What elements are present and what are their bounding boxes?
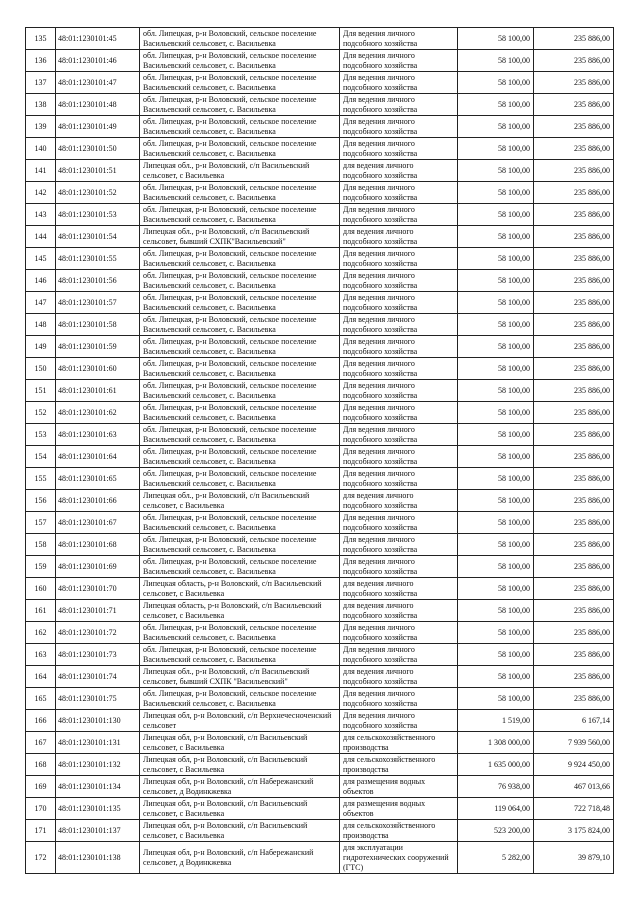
permitted-use: Для ведения личного подсобного хозяйства — [340, 468, 458, 490]
cadastral-number: 48:01:1230101:59 — [56, 336, 140, 358]
row-number: 139 — [26, 116, 56, 138]
area-value: 58 100,00 — [458, 578, 534, 600]
cadastral-number: 48:01:1230101:72 — [56, 622, 140, 644]
cadastral-number: 48:01:1230101:130 — [56, 710, 140, 732]
table-row — [26, 820, 614, 842]
cadastral-cost: 7 939 560,00 — [534, 732, 614, 754]
table-row — [26, 424, 614, 446]
row-number: 161 — [26, 600, 56, 622]
row-number: 137 — [26, 72, 56, 94]
area-value: 119 064,00 — [458, 798, 534, 820]
address: обл. Липецкая, р-н Воловский, сельское поселение Васильевский сельсовет, с. Васильевка — [140, 138, 340, 160]
table-row — [26, 358, 614, 380]
table-row — [26, 270, 614, 292]
area-value: 58 100,00 — [458, 270, 534, 292]
row-number: 165 — [26, 688, 56, 710]
area-value: 58 100,00 — [458, 380, 534, 402]
table-row — [26, 292, 614, 314]
area-value: 58 100,00 — [458, 204, 534, 226]
address: обл. Липецкая, р-н Воловский, сельское поселение Васильевский сельсовет, с. Васильевка — [140, 512, 340, 534]
permitted-use: для сельскохозяйственного производства — [340, 732, 458, 754]
table-row — [26, 556, 614, 578]
cadastral-cost: 6 167,14 — [534, 710, 614, 732]
row-number: 144 — [26, 226, 56, 248]
address: Липецкая обл., р-н Воловский, с/п Васильевский сельсовет, с Васильевка — [140, 490, 340, 512]
table-row — [26, 380, 614, 402]
cadastral-cost: 3 175 824,00 — [534, 820, 614, 842]
area-value: 1 308 000,00 — [458, 732, 534, 754]
area-value: 1 635 000,00 — [458, 754, 534, 776]
table-row — [26, 116, 614, 138]
cadastral-cost: 235 886,00 — [534, 666, 614, 688]
cadastral-cost: 235 886,00 — [534, 578, 614, 600]
table-row — [26, 226, 614, 248]
area-value: 58 100,00 — [458, 182, 534, 204]
cadastral-cost: 235 886,00 — [534, 556, 614, 578]
address: Липецкая обл., р-н Воловский, с/п Васильевский сельсовет, бывший СХПК"Васильевский" — [140, 226, 340, 248]
cadastral-cost: 235 886,00 — [534, 534, 614, 556]
address: обл. Липецкая, р-н Воловский, сельское поселение Васильевский сельсовет, с. Васильевка — [140, 688, 340, 710]
address: обл. Липецкая, р-н Воловский, сельское поселение Васильевский сельсовет, с. Васильевка — [140, 424, 340, 446]
cadastral-cost: 235 886,00 — [534, 600, 614, 622]
area-value: 58 100,00 — [458, 160, 534, 182]
row-number: 169 — [26, 776, 56, 798]
cadastral-number: 48:01:1230101:66 — [56, 490, 140, 512]
address: Липецкая обл, р-н Воловский, с/п Набережанский сельсовет, д Водинкжевка — [140, 776, 340, 798]
address: Липецкая область, р-н Воловский, с/п Васильевский сельсовет, с Васильевка — [140, 578, 340, 600]
cadastral-cost: 235 886,00 — [534, 512, 614, 534]
area-value: 76 938,00 — [458, 776, 534, 798]
address: обл. Липецкая, р-н Воловский, сельское поселение Васильевский сельсовет, с. Васильевка — [140, 314, 340, 336]
address: обл. Липецкая, р-н Воловский, сельское поселение Васильевский сельсовет, с. Васильевка — [140, 402, 340, 424]
row-number: 160 — [26, 578, 56, 600]
permitted-use: для размещения водных объектов — [340, 776, 458, 798]
table-row — [26, 490, 614, 512]
row-number: 170 — [26, 798, 56, 820]
area-value: 58 100,00 — [458, 622, 534, 644]
address: обл. Липецкая, р-н Воловский, сельское поселение Васильевский сельсовет, с. Васильевка — [140, 50, 340, 72]
permitted-use: Для ведения личного подсобного хозяйства — [340, 688, 458, 710]
cadastral-cost: 235 886,00 — [534, 424, 614, 446]
area-value: 58 100,00 — [458, 644, 534, 666]
area-value: 58 100,00 — [458, 28, 534, 50]
area-value: 58 100,00 — [458, 226, 534, 248]
address: обл. Липецкая, р-н Воловский, сельское поселение Васильевский сельсовет, с. Васильевка — [140, 622, 340, 644]
row-number: 168 — [26, 754, 56, 776]
address: обл. Липецкая, р-н Воловский, сельское поселение Васильевский сельсовет, с. Васильевка — [140, 380, 340, 402]
area-value: 5 282,00 — [458, 842, 534, 874]
row-number: 147 — [26, 292, 56, 314]
area-value: 1 519,00 — [458, 710, 534, 732]
table-row — [26, 578, 614, 600]
row-number: 152 — [26, 402, 56, 424]
table-row — [26, 600, 614, 622]
row-number: 153 — [26, 424, 56, 446]
row-number: 151 — [26, 380, 56, 402]
permitted-use: Для ведения личного подсобного хозяйства — [340, 314, 458, 336]
permitted-use: Для ведения личного подсобного хозяйства — [340, 270, 458, 292]
cadastral-cost: 235 886,00 — [534, 270, 614, 292]
permitted-use: Для ведения личного подсобного хозяйства — [340, 50, 458, 72]
row-number: 171 — [26, 820, 56, 842]
area-value: 58 100,00 — [458, 424, 534, 446]
cadastral-cost: 235 886,00 — [534, 94, 614, 116]
table-row — [26, 644, 614, 666]
cadastral-cost: 722 718,48 — [534, 798, 614, 820]
land-plots-table — [25, 27, 614, 874]
permitted-use: для сельскохозяйственного производства — [340, 820, 458, 842]
cadastral-cost: 235 886,00 — [534, 336, 614, 358]
cadastral-cost: 235 886,00 — [534, 72, 614, 94]
row-number: 136 — [26, 50, 56, 72]
cadastral-cost: 235 886,00 — [534, 490, 614, 512]
cadastral-cost: 235 886,00 — [534, 138, 614, 160]
table-row — [26, 534, 614, 556]
address: Липецкая обл, р-н Воловский, с/п Набережанский сельсовет, д Водинкжевка — [140, 842, 340, 874]
table-row — [26, 622, 614, 644]
row-number: 167 — [26, 732, 56, 754]
row-number: 158 — [26, 534, 56, 556]
permitted-use: Для ведения личного подсобного хозяйства — [340, 72, 458, 94]
cadastral-number: 48:01:1230101:75 — [56, 688, 140, 710]
area-value: 58 100,00 — [458, 446, 534, 468]
table-row — [26, 182, 614, 204]
table-row — [26, 160, 614, 182]
cadastral-cost: 235 886,00 — [534, 644, 614, 666]
address: Липецкая область, р-н Воловский, с/п Васильевский сельсовет, с Васильевка — [140, 600, 340, 622]
cadastral-number: 48:01:1230101:47 — [56, 72, 140, 94]
row-number: 150 — [26, 358, 56, 380]
permitted-use: Для ведения личного подсобного хозяйства — [340, 402, 458, 424]
address: Липецкая обл., р-н Воловский, с/п Васильевский сельсовет, бывший СХПК "Васильевский" — [140, 666, 340, 688]
cadastral-cost: 235 886,00 — [534, 204, 614, 226]
cadastral-number: 48:01:1230101:68 — [56, 534, 140, 556]
cadastral-number: 48:01:1230101:67 — [56, 512, 140, 534]
cadastral-number: 48:01:1230101:62 — [56, 402, 140, 424]
address: обл. Липецкая, р-н Воловский, сельское поселение Васильевский сельсовет, с. Васильевка — [140, 336, 340, 358]
row-number: 143 — [26, 204, 56, 226]
permitted-use: Для ведения личного подсобного хозяйства — [340, 138, 458, 160]
address: обл. Липецкая, р-н Воловский, сельское поселение Васильевский сельсовет, с. Васильевка — [140, 72, 340, 94]
cadastral-number: 48:01:1230101:51 — [56, 160, 140, 182]
cadastral-number: 48:01:1230101:56 — [56, 270, 140, 292]
row-number: 166 — [26, 710, 56, 732]
area-value: 58 100,00 — [458, 490, 534, 512]
area-value: 58 100,00 — [458, 336, 534, 358]
table-row — [26, 688, 614, 710]
permitted-use: для ведения личного подсобного хозяйства — [340, 666, 458, 688]
permitted-use: Для ведения личного подсобного хозяйства — [340, 512, 458, 534]
permitted-use: Для ведения личного подсобного хозяйства — [340, 248, 458, 270]
cadastral-number: 48:01:1230101:52 — [56, 182, 140, 204]
row-number: 159 — [26, 556, 56, 578]
cadastral-cost: 235 886,00 — [534, 380, 614, 402]
address: обл. Липецкая, р-н Воловский, сельское поселение Васильевский сельсовет, с. Васильевка — [140, 94, 340, 116]
permitted-use: для ведения личного подсобного хозяйства — [340, 490, 458, 512]
cadastral-number: 48:01:1230101:50 — [56, 138, 140, 160]
cadastral-number: 48:01:1230101:132 — [56, 754, 140, 776]
address: обл. Липецкая, р-н Воловский, сельское поселение Васильевский сельсовет, с. Васильевка — [140, 644, 340, 666]
permitted-use: Для ведения личного подсобного хозяйства — [340, 292, 458, 314]
permitted-use: для сельскохозяйственного производства — [340, 754, 458, 776]
address: обл. Липецкая, р-н Воловский, сельское поселение Васильевский сельсовет, с. Васильевка — [140, 204, 340, 226]
address: обл. Липецкая, р-н Воловский, сельское поселение Васильевский сельсовет, с. Васильевка — [140, 358, 340, 380]
area-value: 58 100,00 — [458, 94, 534, 116]
permitted-use: Для ведения личного подсобного хозяйства — [340, 28, 458, 50]
table-row — [26, 732, 614, 754]
permitted-use: для ведения личного подсобного хозяйства — [340, 160, 458, 182]
cadastral-number: 48:01:1230101:63 — [56, 424, 140, 446]
address: обл. Липецкая, р-н Воловский, сельское поселение Васильевский сельсовет, с. Васильевка — [140, 182, 340, 204]
permitted-use: Для ведения личного подсобного хозяйства — [340, 204, 458, 226]
cadastral-number: 48:01:1230101:55 — [56, 248, 140, 270]
permitted-use: для ведения личного подсобного хозяйства — [340, 226, 458, 248]
table-row — [26, 842, 614, 874]
address: обл. Липецкая, р-н Воловский, сельское поселение Васильевский сельсовет, с. Васильевка — [140, 292, 340, 314]
cadastral-number: 48:01:1230101:46 — [56, 50, 140, 72]
cadastral-number: 48:01:1230101:135 — [56, 798, 140, 820]
cadastral-number: 48:01:1230101:131 — [56, 732, 140, 754]
table-row — [26, 94, 614, 116]
address: обл. Липецкая, р-н Воловский, сельское поселение Васильевский сельсовет, с. Васильевка — [140, 248, 340, 270]
table-row — [26, 666, 614, 688]
cadastral-number: 48:01:1230101:49 — [56, 116, 140, 138]
row-number: 142 — [26, 182, 56, 204]
row-number: 149 — [26, 336, 56, 358]
permitted-use: Для ведения личного подсобного хозяйства — [340, 446, 458, 468]
row-number: 148 — [26, 314, 56, 336]
area-value: 58 100,00 — [458, 402, 534, 424]
address: обл. Липецкая, р-н Воловский, сельское поселение Васильевский сельсовет, с. Васильевка — [140, 28, 340, 50]
area-value: 523 200,00 — [458, 820, 534, 842]
permitted-use: Для ведения личного подсобного хозяйства — [340, 380, 458, 402]
address: Липецкая обл, р-н Воловский, с/п Верхнечесноченский сельсовет — [140, 710, 340, 732]
area-value: 58 100,00 — [458, 556, 534, 578]
area-value: 58 100,00 — [458, 512, 534, 534]
cadastral-cost: 235 886,00 — [534, 446, 614, 468]
area-value: 58 100,00 — [458, 248, 534, 270]
cadastral-number: 48:01:1230101:74 — [56, 666, 140, 688]
cadastral-number: 48:01:1230101:69 — [56, 556, 140, 578]
row-number: 164 — [26, 666, 56, 688]
cadastral-cost: 39 879,10 — [534, 842, 614, 874]
table-row — [26, 50, 614, 72]
address: Липецкая обл., р-н Воловский, с/п Васильевский сельсовет, с Васильевка — [140, 160, 340, 182]
area-value: 58 100,00 — [458, 600, 534, 622]
address: обл. Липецкая, р-н Воловский, сельское поселение Васильевский сельсовет, с. Васильевка — [140, 468, 340, 490]
permitted-use: для ведения личного подсобного хозяйства — [340, 578, 458, 600]
area-value: 58 100,00 — [458, 72, 534, 94]
table-row — [26, 72, 614, 94]
cadastral-cost: 235 886,00 — [534, 402, 614, 424]
address: Липецкая обл, р-н Воловский, с/п Васильевский сельсовет, с Васильевка — [140, 820, 340, 842]
table-row — [26, 28, 614, 50]
cadastral-number: 48:01:1230101:73 — [56, 644, 140, 666]
table-row — [26, 468, 614, 490]
cadastral-cost: 235 886,00 — [534, 622, 614, 644]
permitted-use: Для ведения личного подсобного хозяйства — [340, 710, 458, 732]
permitted-use: для размещения водных объектов — [340, 798, 458, 820]
permitted-use: Для ведения личного подсобного хозяйства — [340, 534, 458, 556]
table-row — [26, 710, 614, 732]
cadastral-number: 48:01:1230101:57 — [56, 292, 140, 314]
cadastral-number: 48:01:1230101:53 — [56, 204, 140, 226]
table-row — [26, 798, 614, 820]
area-value: 58 100,00 — [458, 468, 534, 490]
address: обл. Липецкая, р-н Воловский, сельское поселение Васильевский сельсовет, с. Васильевка — [140, 270, 340, 292]
area-value: 58 100,00 — [458, 292, 534, 314]
cadastral-cost: 235 886,00 — [534, 688, 614, 710]
cadastral-number: 48:01:1230101:48 — [56, 94, 140, 116]
row-number: 145 — [26, 248, 56, 270]
cadastral-cost: 235 886,00 — [534, 160, 614, 182]
permitted-use: Для ведения личного подсобного хозяйства — [340, 94, 458, 116]
cadastral-number: 48:01:1230101:138 — [56, 842, 140, 874]
cadastral-cost: 235 886,00 — [534, 358, 614, 380]
permitted-use: Для ведения личного подсобного хозяйства — [340, 358, 458, 380]
row-number: 154 — [26, 446, 56, 468]
permitted-use: Для ведения личного подсобного хозяйства — [340, 116, 458, 138]
table-row — [26, 336, 614, 358]
cadastral-cost: 235 886,00 — [534, 248, 614, 270]
permitted-use: для ведения личного подсобного хозяйства — [340, 600, 458, 622]
cadastral-cost: 235 886,00 — [534, 292, 614, 314]
row-number: 138 — [26, 94, 56, 116]
row-number: 141 — [26, 160, 56, 182]
row-number: 156 — [26, 490, 56, 512]
address: Липецкая обл, р-н Воловский, с/п Васильевский сельсовет, с Васильевка — [140, 798, 340, 820]
address: обл. Липецкая, р-н Воловский, сельское поселение Васильевский сельсовет, с. Васильевка — [140, 556, 340, 578]
row-number: 162 — [26, 622, 56, 644]
area-value: 58 100,00 — [458, 138, 534, 160]
row-number: 140 — [26, 138, 56, 160]
cadastral-cost: 235 886,00 — [534, 468, 614, 490]
permitted-use: Для ведения личного подсобного хозяйства — [340, 622, 458, 644]
table-row — [26, 512, 614, 534]
permitted-use: Для ведения личного подсобного хозяйства — [340, 424, 458, 446]
cadastral-cost: 9 924 450,00 — [534, 754, 614, 776]
cadastral-number: 48:01:1230101:137 — [56, 820, 140, 842]
row-number: 172 — [26, 842, 56, 874]
table-row — [26, 776, 614, 798]
table-row — [26, 754, 614, 776]
area-value: 58 100,00 — [458, 116, 534, 138]
table-row — [26, 446, 614, 468]
table-row — [26, 314, 614, 336]
address: Липецкая обл, р-н Воловский, с/п Васильевский сельсовет, с Васильевка — [140, 754, 340, 776]
area-value: 58 100,00 — [458, 534, 534, 556]
cadastral-cost: 235 886,00 — [534, 28, 614, 50]
table-row — [26, 248, 614, 270]
area-value: 58 100,00 — [458, 358, 534, 380]
row-number: 135 — [26, 28, 56, 50]
cadastral-cost: 235 886,00 — [534, 50, 614, 72]
area-value: 58 100,00 — [458, 688, 534, 710]
address: Липецкая обл, р-н Воловский, с/п Васильевский сельсовет, с Васильевка — [140, 732, 340, 754]
permitted-use: Для ведения личного подсобного хозяйства — [340, 644, 458, 666]
cadastral-cost: 235 886,00 — [534, 226, 614, 248]
row-number: 146 — [26, 270, 56, 292]
cadastral-number: 48:01:1230101:65 — [56, 468, 140, 490]
table-row — [26, 138, 614, 160]
table-row — [26, 204, 614, 226]
row-number: 155 — [26, 468, 56, 490]
table-body — [26, 28, 614, 874]
cadastral-cost: 235 886,00 — [534, 314, 614, 336]
cadastral-number: 48:01:1230101:70 — [56, 578, 140, 600]
permitted-use: для эксплуатации гидротехнических сооружений (ГТС) — [340, 842, 458, 874]
row-number: 163 — [26, 644, 56, 666]
cadastral-number: 48:01:1230101:61 — [56, 380, 140, 402]
area-value: 58 100,00 — [458, 314, 534, 336]
permitted-use: Для ведения личного подсобного хозяйства — [340, 336, 458, 358]
cadastral-cost: 235 886,00 — [534, 116, 614, 138]
cadastral-number: 48:01:1230101:64 — [56, 446, 140, 468]
cadastral-cost: 467 013,66 — [534, 776, 614, 798]
cadastral-number: 48:01:1230101:134 — [56, 776, 140, 798]
row-number: 157 — [26, 512, 56, 534]
address: обл. Липецкая, р-н Воловский, сельское поселение Васильевский сельсовет, с. Васильевка — [140, 446, 340, 468]
cadastral-number: 48:01:1230101:58 — [56, 314, 140, 336]
area-value: 58 100,00 — [458, 50, 534, 72]
cadastral-number: 48:01:1230101:60 — [56, 358, 140, 380]
address: обл. Липецкая, р-н Воловский, сельское поселение Васильевский сельсовет, с. Васильевка — [140, 116, 340, 138]
permitted-use: Для ведения личного подсобного хозяйства — [340, 556, 458, 578]
cadastral-number: 48:01:1230101:54 — [56, 226, 140, 248]
permitted-use: Для ведения личного подсобного хозяйства — [340, 182, 458, 204]
area-value: 58 100,00 — [458, 666, 534, 688]
cadastral-number: 48:01:1230101:71 — [56, 600, 140, 622]
table-row — [26, 402, 614, 424]
cadastral-cost: 235 886,00 — [534, 182, 614, 204]
address: обл. Липецкая, р-н Воловский, сельское поселение Васильевский сельсовет, с. Васильевка — [140, 534, 340, 556]
cadastral-number: 48:01:1230101:45 — [56, 28, 140, 50]
